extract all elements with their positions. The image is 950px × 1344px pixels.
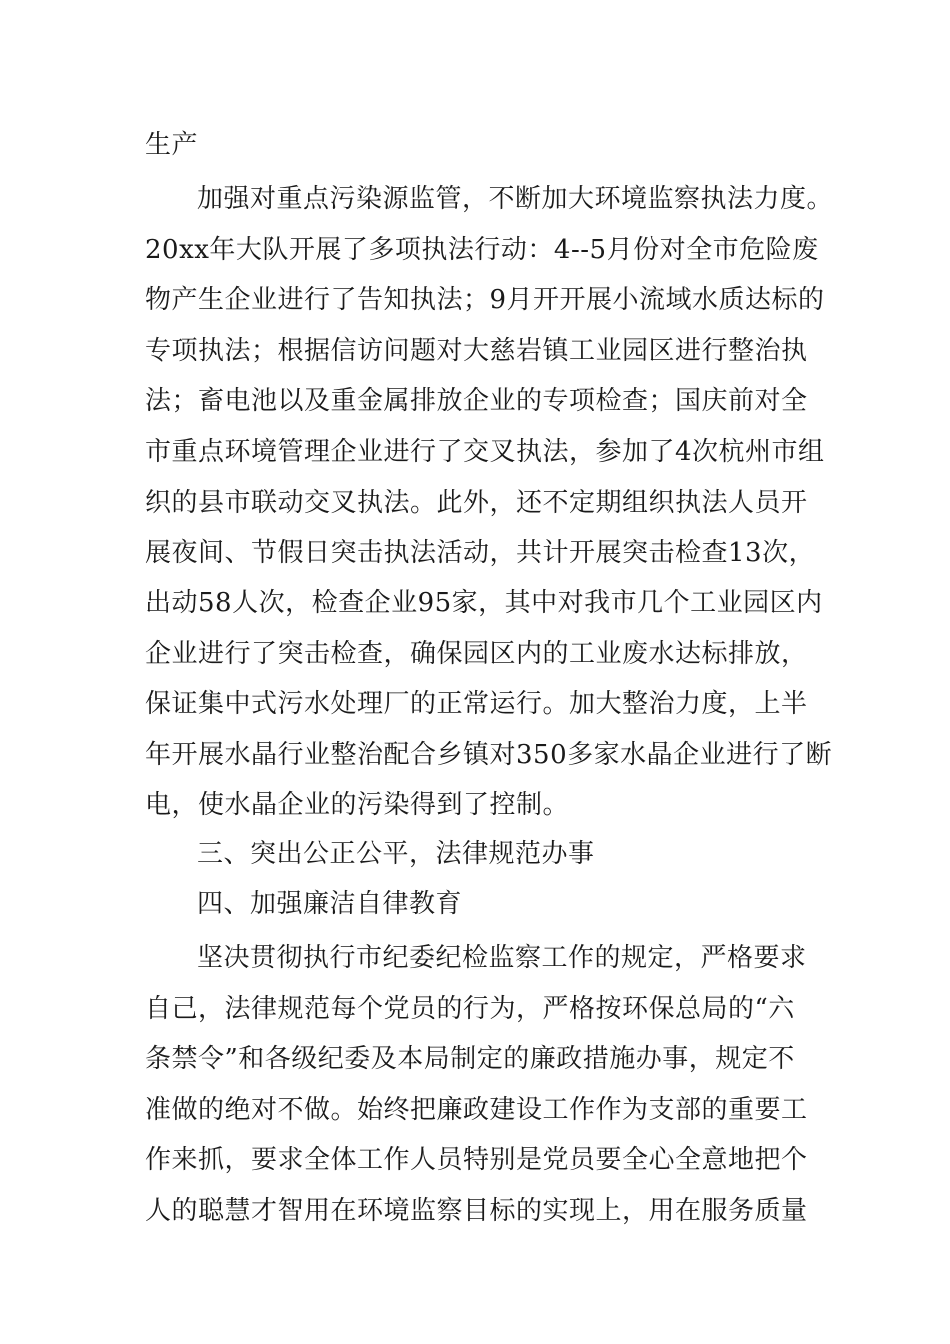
text-line: 物产生企业进行了告知执法；9月开开展小流域水质达标的 [145, 285, 825, 315]
text-line: 保证集中式污水处理厂的正常运行。加大整治力度，上半 [145, 689, 808, 719]
text-line: 专项执法；根据信访问题对大慈岩镇工业园区进行整治执 [145, 336, 808, 366]
section-heading: 三、突出公正公平，法律规范办事 [197, 839, 595, 869]
text-line: 织的县市联动交叉执法。此外，还不定期组织执法人员开 [145, 488, 808, 518]
paragraph-first-line: 加强对重点污染源监管，不断加大环境监察执法力度。 [197, 184, 834, 214]
text-line: 作来抓，要求全体工作人员特别是党员要全心全意地把个 [145, 1145, 808, 1175]
text-line: 人的聪慧才智用在环境监察目标的实现上，用在服务质量 [145, 1196, 808, 1226]
text-line: 年开展水晶行业整治配合乡镇对350多家水晶企业进行了断 [145, 740, 833, 770]
section-heading: 四、加强廉洁自律教育 [197, 889, 463, 919]
text-line: 展夜间、节假日突击执法活动，共计开展突击检查13次， [145, 538, 816, 568]
text-line: 企业进行了突击检查，确保园区内的工业废水达标排放， [145, 639, 808, 669]
text-line: 出动58人次，检查企业95家，其中对我市几个工业园区内 [145, 588, 823, 618]
text-line: 电，使水晶企业的污染得到了控制。 [145, 790, 570, 820]
text-line: 法；畜电池以及重金属排放企业的专项检查；国庆前对全 [145, 386, 808, 416]
paragraph-first-line: 坚决贯彻执行市纪委纪检监察工作的规定，严格要求 [197, 943, 807, 973]
text-line: 生产 [145, 130, 199, 160]
text-line: 准做的绝对不做。始终把廉政建设工作作为支部的重要工 [145, 1095, 808, 1125]
text-line: 20xx年大队开展了多项执法行动：4--5月份对全市危险废 [145, 235, 819, 265]
text-line: 市重点环境管理企业进行了交叉执法，参加了4次杭州市组 [145, 437, 825, 467]
text-line: 自己，法律规范每个党员的行为，严格按环保总局的“六 [145, 994, 795, 1024]
text-line: 条禁令”和各级纪委及本局制定的廉政措施办事，规定不 [145, 1044, 795, 1074]
